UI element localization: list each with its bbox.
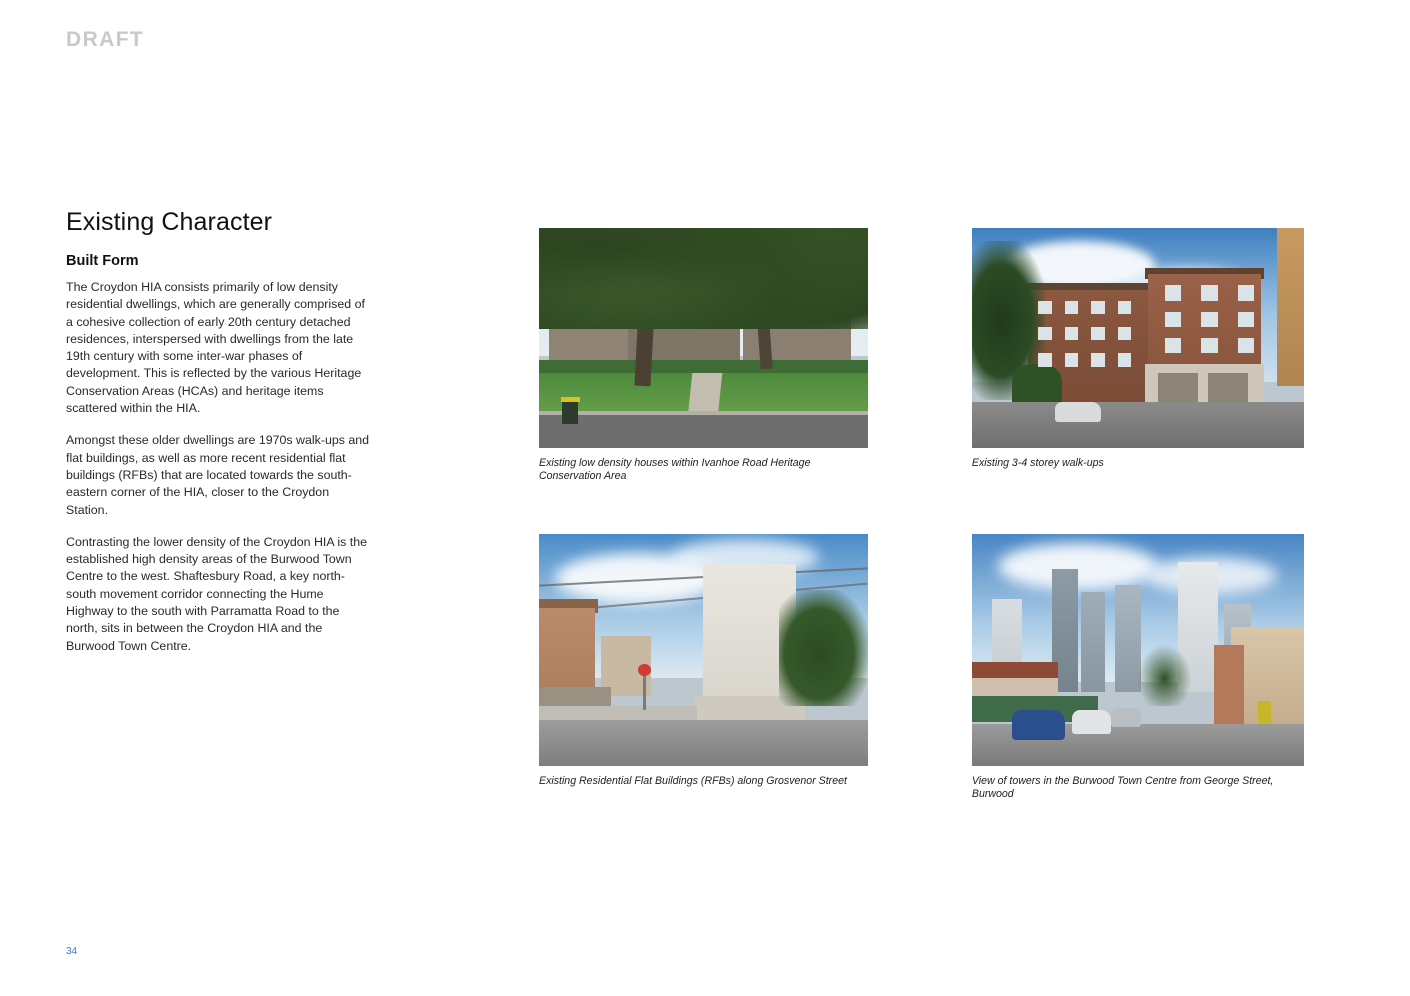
figure-low-density-houses — [539, 228, 868, 483]
photo-low-density-houses — [539, 228, 868, 448]
page-number: 34 — [66, 946, 78, 957]
text-column — [66, 208, 371, 655]
body-paragraph: Contrasting the lower density of the Croydon HIA is the established high density areas of the Burwood Town Centre to the west. Shaftesbury Road, a key north-south movement corridor connecting the Hume Highway to the south with Parramatta Road to the north, sits in between the Croydon HIA and the Burwood Town Centre. — [66, 534, 367, 653]
figure-caption: Existing 3-4 storey walk-ups — [971, 457, 1104, 469]
figure-caption: Existing Residential Flat Buildings (RFBs) along Grosvenor Street — [539, 775, 847, 787]
figure-row-bottom — [499, 518, 1344, 817]
body-paragraph: The Croydon HIA consists primarily of low density residential dwellings, which are generally comprised of a cohesive collection of early 20th century detached residences, interspersed with dwellings from the late 19th century with some inter-war phases of development. This is reflected by the various Heritage Conservation Areas (HCAs) and heritage items scattered within the HIA. — [66, 280, 365, 416]
photo-walk-ups — [972, 228, 1304, 448]
figure-burwood-towers — [972, 534, 1304, 801]
figure-rfbs — [539, 534, 868, 801]
figure-row-top — [499, 212, 1344, 499]
photo-rfbs — [539, 534, 868, 766]
figure-walk-ups — [972, 228, 1304, 483]
draft-watermark: DRAFT — [66, 28, 145, 51]
figure-caption: Existing low density houses within Ivanhoe Road Heritage Conservation Area — [539, 457, 811, 482]
section-title: Built Form — [66, 253, 139, 269]
photo-burwood-towers — [972, 534, 1304, 766]
body-paragraph: Amongst these older dwellings are 1970s walk-ups and flat buildings, as well as more recent residential flat buildings (RFBs) that are located towards the south-eastern corner of the HIA, closer to the Croydon Station. — [66, 433, 370, 517]
figure-caption: View of towers in the Burwood Town Centre from George Street, Burwood — [971, 775, 1274, 800]
page-title: Existing Character — [66, 208, 273, 236]
figure-gallery — [499, 212, 1344, 817]
